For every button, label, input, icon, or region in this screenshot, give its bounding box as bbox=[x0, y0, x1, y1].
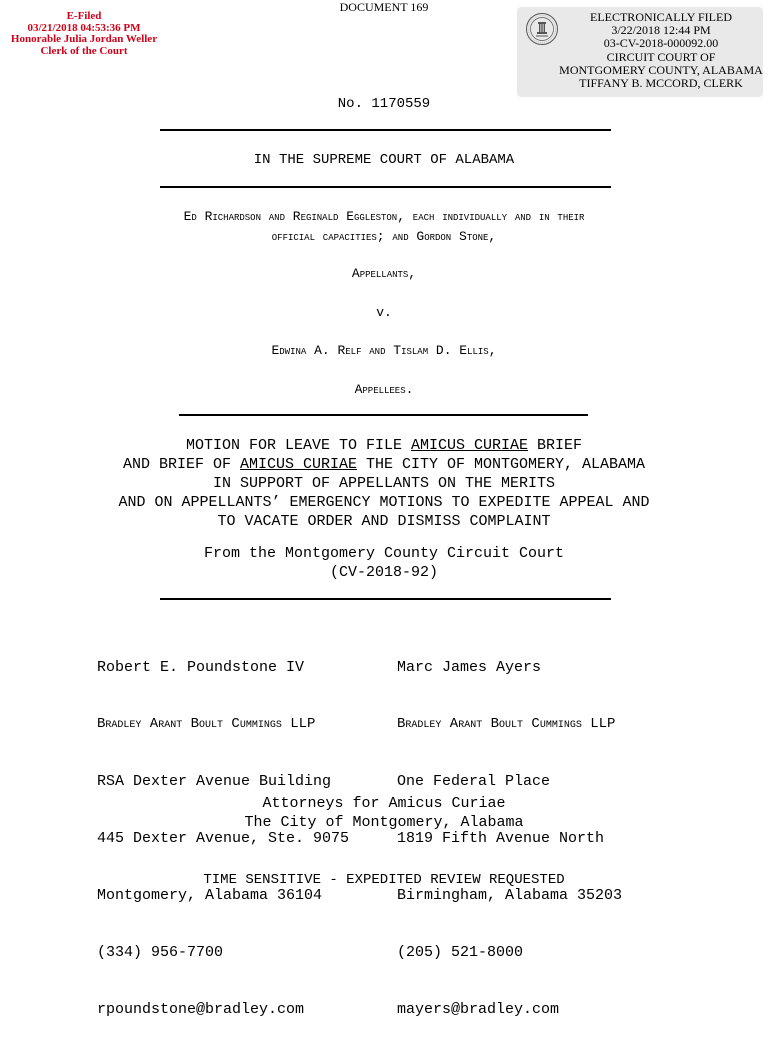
clerk-stamp-line: MONTGOMERY COUNTY, ALABAMA bbox=[559, 62, 763, 77]
motion-title-line bbox=[0, 455, 768, 474]
counsel-phone: (205) 521-8000 bbox=[397, 944, 524, 961]
amicus-curiae-underlined: AMICUS CURIAE bbox=[239, 456, 357, 473]
versus-label: v. bbox=[376, 305, 392, 320]
efiled-stamp bbox=[0, 11, 168, 57]
divider-rule bbox=[160, 598, 611, 600]
divider-rule bbox=[179, 414, 588, 416]
clerk-filing-stamp bbox=[517, 7, 763, 97]
counsel-city: Birmingham, Alabama 35203 bbox=[397, 887, 623, 904]
motion-title-text: BRIEF bbox=[528, 437, 583, 454]
court-seal-icon bbox=[525, 12, 559, 46]
origin-court: From the Montgomery County Circuit Court bbox=[203, 545, 565, 562]
motion-title-line bbox=[0, 436, 768, 455]
appellees-names-line: Edwina A. Relf and Tislam D. Ellis, bbox=[271, 343, 497, 358]
motion-title-text: AND BRIEF OF bbox=[122, 456, 240, 473]
appellants-label: Appellants, bbox=[351, 266, 417, 281]
appellants-names-line: Ed Richardson and Reginald Eggleston, each individually and in their bbox=[183, 209, 585, 224]
document-number-label: DOCUMENT 169 bbox=[339, 0, 429, 14]
efiled-stamp-line: E-Filed bbox=[66, 10, 102, 22]
divider-rule bbox=[160, 186, 611, 188]
counsel-firm: Bradley Arant Boult Cummings LLP bbox=[397, 716, 616, 732]
attorneys-for-line: Attorneys for Amicus Curiae bbox=[262, 795, 506, 812]
clerk-stamp-line: TIFFANY B. MCCORD, CLERK bbox=[579, 76, 743, 91]
origin-case-number: (CV-2018-92) bbox=[329, 564, 439, 581]
appellees-label: Appellees. bbox=[354, 382, 414, 397]
amicus-curiae-underlined: AMICUS CURIAE bbox=[411, 437, 529, 454]
counsel-name: Robert E. Poundstone IV bbox=[97, 659, 305, 676]
clerk-stamp-line: 3/22/2018 12:44 PM bbox=[611, 23, 711, 38]
counsel-city: Montgomery, Alabama 36104 bbox=[97, 887, 323, 904]
motion-title-line: AND ON APPELLANTS’ EMERGENCY MOTIONS TO EXPEDITE APPEAL AND bbox=[118, 494, 650, 511]
counsel-phone: (334) 956-7700 bbox=[97, 944, 224, 961]
counsel-email: mayers@bradley.com bbox=[397, 1001, 560, 1018]
attorneys-for-client: The City of Montgomery, Alabama bbox=[244, 814, 524, 831]
efiled-stamp-line: Honorable Julia Jordan Weller bbox=[10, 33, 158, 45]
appellants-names-line: official capacities; and Gordon Stone, bbox=[271, 229, 497, 244]
efiled-stamp-line: Clerk of the Court bbox=[40, 44, 128, 57]
clerk-stamp-text bbox=[559, 11, 763, 90]
counsel-email: rpoundstone@bradley.com bbox=[97, 1001, 305, 1018]
counsel-address: One Federal Place bbox=[397, 773, 551, 790]
time-sensitive-notice: TIME SENSITIVE - EXPEDITED REVIEW REQUESTED bbox=[203, 872, 565, 888]
motion-title-text: THE CITY OF MONTGOMERY, ALABAMA bbox=[357, 456, 646, 473]
counsel-address: RSA Dexter Avenue Building bbox=[97, 773, 332, 790]
counsel-address: 1819 Fifth Avenue North bbox=[397, 830, 605, 847]
counsel-address: 445 Dexter Avenue, Ste. 9075 bbox=[97, 830, 350, 847]
motion-title-line: IN SUPPORT OF APPELLANTS ON THE MERITS bbox=[212, 475, 556, 492]
motion-title-line: TO VACATE ORDER AND DISMISS COMPLAINT bbox=[217, 513, 551, 530]
efiled-stamp-line: 03/21/2018 04:53:36 PM bbox=[27, 21, 141, 34]
divider-rule bbox=[160, 129, 611, 131]
case-number: No. 1170559 bbox=[337, 96, 431, 112]
court-name: IN THE SUPREME COURT OF ALABAMA bbox=[253, 152, 515, 168]
counsel-name: Marc James Ayers bbox=[397, 659, 542, 676]
clerk-stamp-line: 03-CV-2018-000092.00 bbox=[603, 36, 719, 51]
clerk-stamp-line: CIRCUIT COURT OF bbox=[606, 49, 716, 64]
clerk-stamp-line: ELECTRONICALLY FILED bbox=[589, 10, 732, 24]
motion-title-text: MOTION FOR LEAVE TO FILE bbox=[185, 437, 411, 454]
counsel-firm: Bradley Arant Boult Cummings LLP bbox=[97, 716, 316, 732]
